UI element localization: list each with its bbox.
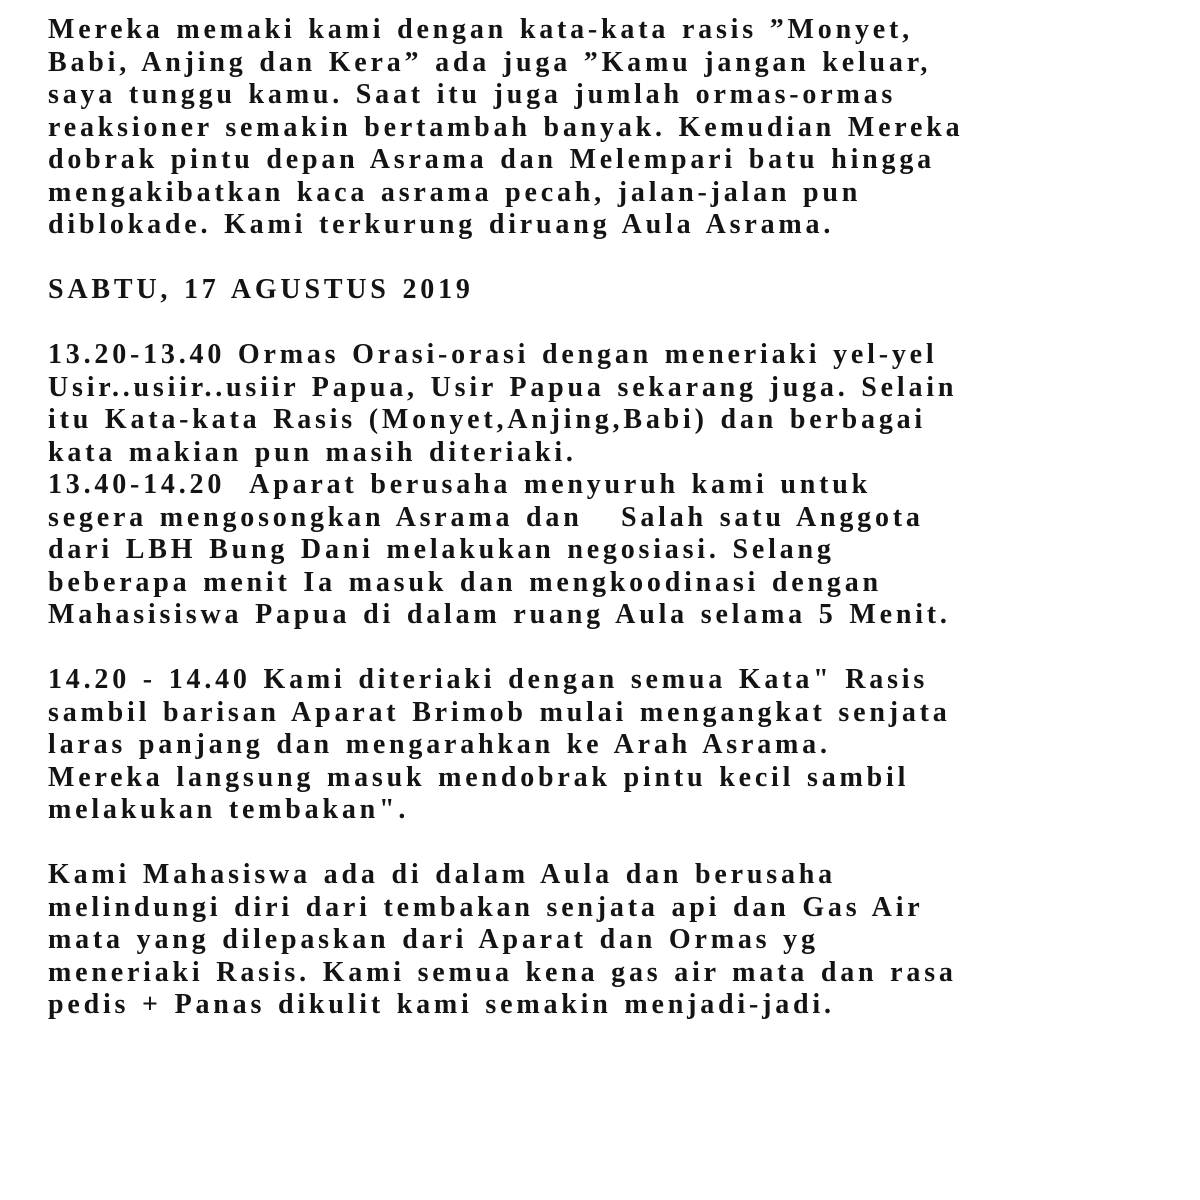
text-line: Kami Mahasiswa ada di dalam Aula dan berusaha: [48, 859, 836, 890]
text-line: laras panjang dan mengarahkan ke Arah Asrama.: [48, 729, 831, 760]
document-text: [48, 14, 1178, 1022]
text-line: saya tunggu kamu. Saat itu juga jumlah ormas-ormas: [48, 79, 897, 110]
text-line: dari LBH Bung Dani melakukan negosiasi. Selang: [48, 534, 835, 565]
paragraph-spacer: [48, 242, 1178, 275]
text-line: sambil barisan Aparat Brimob mulai mengangkat senjata: [48, 696, 951, 728]
text-line: mata yang dilepaskan dari Aparat dan Ormas yg: [48, 924, 819, 955]
text-line: reaksioner semakin bertambah banyak. Kemudian Mereka: [48, 111, 964, 143]
text-line: melindungi diri dari tembakan senjata api dan Gas Air: [48, 891, 924, 923]
text-line: diblokade. Kami terkurung diruang Aula Asrama.: [48, 209, 835, 240]
text-line: Mereka langsung masuk mendobrak pintu kecil sambil: [48, 761, 910, 793]
text-line: 13.20-13.40 Ormas Orasi-orasi dengan meneriaki yel-yel: [48, 339, 938, 370]
paragraph-2: [48, 339, 1178, 632]
date-heading: SABTU, 17 AGUSTUS 2019: [48, 274, 474, 305]
paragraph-spacer: [48, 827, 1178, 860]
text-line: mengakibatkan kaca asrama pecah, jalan-jalan pun: [48, 176, 862, 208]
paragraph-4: [48, 859, 1178, 1022]
text-line: kata makian pun masih diteriaki.: [48, 436, 577, 468]
text-line: Mereka memaki kami dengan kata-kata rasis ”Monyet,: [48, 14, 913, 45]
text-line: beberapa menit Ia masuk dan mengkoodinasi dengan: [48, 566, 882, 598]
paragraph-spacer: [48, 632, 1178, 665]
text-line: Mahasisiswa Papua di dalam ruang Aula selama 5 Menit.: [48, 599, 951, 630]
text-line: dobrak pintu depan Asrama dan Melempari batu hingga: [48, 144, 935, 175]
text-line: pedis + Panas dikulit kami semakin menjadi-jadi.: [48, 989, 835, 1020]
paragraph-1: [48, 14, 1178, 242]
paragraph-3: [48, 664, 1178, 827]
text-line: Babi, Anjing dan Kera” ada juga ”Kamu jangan keluar,: [48, 46, 932, 78]
text-line: 13.40-14.20 Aparat berusaha menyuruh kami untuk: [48, 469, 871, 500]
text-line: 14.20 - 14.40 Kami diteriaki dengan semua Kata" Rasis: [48, 664, 929, 695]
text-line: melakukan tembakan".: [48, 794, 410, 825]
text-line: itu Kata-kata Rasis (Monyet,Anjing,Babi) dan berbagai: [48, 404, 927, 435]
text-line: meneriaki Rasis. Kami semua kena gas air mata dan rasa: [48, 956, 957, 988]
paragraph-spacer: [48, 307, 1178, 340]
text-line: Usir..usiir..usiir Papua, Usir Papua sekarang juga. Selain: [48, 371, 958, 403]
text-line: segera mengosongkan Asrama dan Salah satu Anggota: [48, 501, 924, 533]
